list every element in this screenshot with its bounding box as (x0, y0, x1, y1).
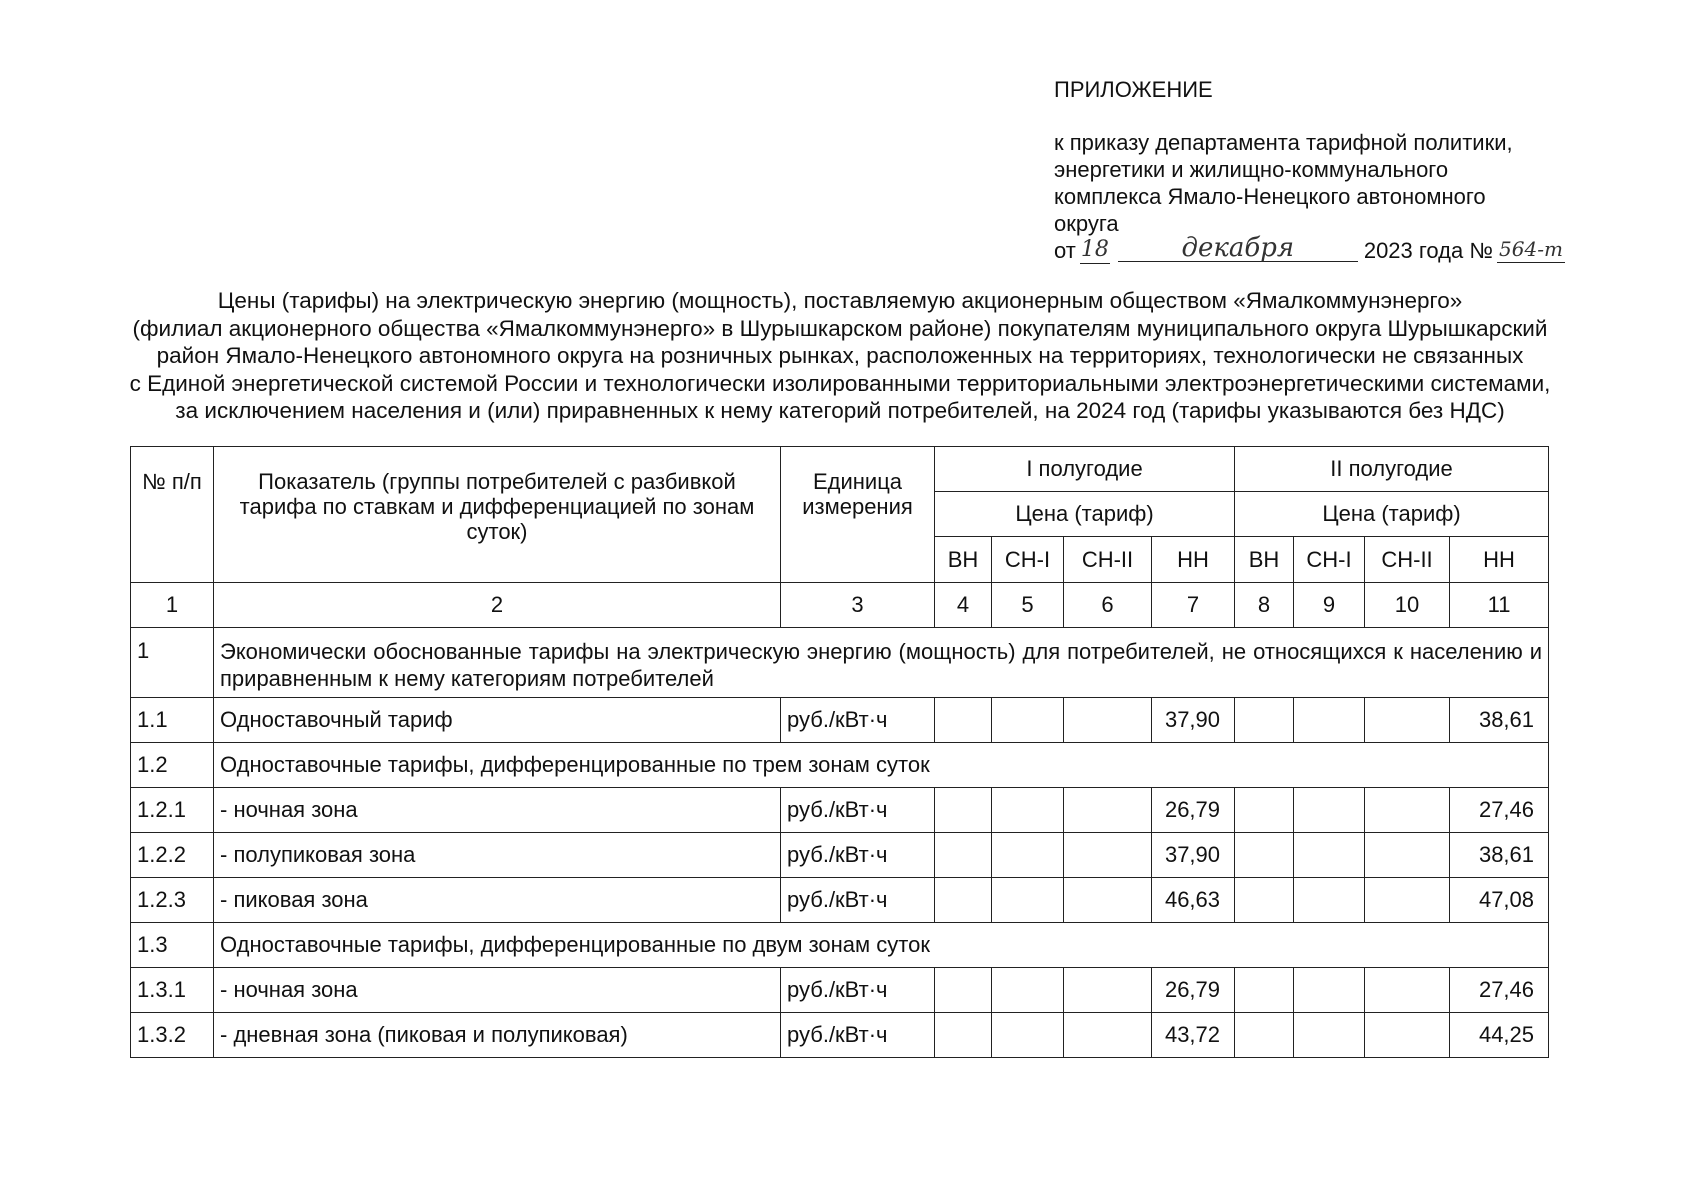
value-cell (1064, 788, 1152, 833)
header-level: СН-II (1064, 537, 1152, 583)
table-row (131, 968, 1549, 1013)
title-line: Цены (тарифы) на электрическую энергию (мощность), поставляемую акционерным обществом «Ямалкоммунэнерго» (217, 288, 1463, 313)
tariffs-table (130, 446, 1549, 1058)
column-number: 1 (131, 583, 214, 628)
value-cell: 38,61 (1450, 698, 1549, 743)
column-number: 7 (1152, 583, 1235, 628)
column-number: 3 (781, 583, 935, 628)
column-number-row (131, 583, 1549, 628)
value-cell (935, 878, 992, 923)
header-level: СН-II (1365, 537, 1450, 583)
value-cell (992, 833, 1064, 878)
appendix-line: энергетики и жилищно-коммунального (1054, 157, 1449, 182)
header-half1: I полугодие (935, 447, 1235, 492)
header-price-half1: Цена (тариф) (935, 492, 1235, 537)
column-number: 11 (1450, 583, 1549, 628)
value-cell: 43,72 (1152, 1013, 1235, 1058)
order-date-line (1054, 233, 1614, 266)
row-label: Одноставочные тарифы, дифференцированные по двум зонам суток (214, 923, 1549, 968)
appendix-line: комплекса Ямало-Ненецкого автономного (1054, 184, 1486, 209)
header-level: НН (1450, 537, 1549, 583)
value-cell: 47,08 (1450, 878, 1549, 923)
title-line: за исключением населения и (или) приравненных к нему категорий потребителей, на 2024 год (тарифы указываются без НДС) (175, 398, 1505, 423)
value-cell (992, 698, 1064, 743)
header-level: НН (1152, 537, 1235, 583)
row-unit: руб./кВт·ч (781, 698, 935, 743)
order-prefix: от (1054, 238, 1076, 263)
row-label: Экономически обоснованные тарифы на электрическую энергию (мощность) для потребителей, не относящихся к населению и приравненным к нему категориям потребителей (214, 628, 1549, 698)
value-cell: 26,79 (1152, 968, 1235, 1013)
value-cell (935, 968, 992, 1013)
order-month-handwritten: декабря (1118, 237, 1358, 262)
header-level: СН-I (1294, 537, 1365, 583)
column-number: 4 (935, 583, 992, 628)
row-label: - ночная зона (214, 968, 781, 1013)
value-cell: 46,63 (1152, 878, 1235, 923)
value-cell: 27,46 (1450, 788, 1549, 833)
header-price-half2: Цена (тариф) (1235, 492, 1549, 537)
value-cell (1235, 788, 1294, 833)
row-label: - ночная зона (214, 788, 781, 833)
document-title (20, 287, 1660, 425)
value-cell (1235, 833, 1294, 878)
table-row-section (131, 923, 1549, 968)
table-row-section (131, 743, 1549, 788)
title-line: (филиал акционерного общества «Ямалкоммунэнерго» в Шурышкарском районе) покупателям муниципального округа Шурышкарский (132, 315, 1548, 341)
value-cell (1365, 1013, 1450, 1058)
row-label: - дневная зона (пиковая и полупиковая) (214, 1013, 781, 1058)
value-cell (1064, 1013, 1152, 1058)
value-cell (1235, 878, 1294, 923)
row-label: - пиковая зона (214, 878, 781, 923)
value-cell (935, 788, 992, 833)
value-cell (1365, 833, 1450, 878)
column-number: 2 (214, 583, 781, 628)
column-number: 9 (1294, 583, 1365, 628)
value-cell (1235, 698, 1294, 743)
value-cell (1294, 788, 1365, 833)
value-cell (992, 1013, 1064, 1058)
appendix-heading: ПРИЛОЖЕНИЕ (1054, 77, 1213, 102)
value-cell: 44,25 (1450, 1013, 1549, 1058)
table-row (131, 833, 1549, 878)
table-row (131, 698, 1549, 743)
header-level: ВН (935, 537, 992, 583)
header-level: СН-I (992, 537, 1064, 583)
value-cell (992, 878, 1064, 923)
value-cell: 38,61 (1450, 833, 1549, 878)
order-number-handwritten: 564-т (1497, 238, 1565, 263)
value-cell: 26,79 (1152, 788, 1235, 833)
table-row-section (131, 628, 1549, 698)
title-line: район Ямало-Ненецкого автономного округа на розничных рынках, расположенных на территориях, технологически не связанных (156, 343, 1524, 368)
value-cell (1365, 788, 1450, 833)
row-id: 1.1 (131, 698, 214, 743)
value-cell (1235, 968, 1294, 1013)
row-label: Одноставочные тарифы, дифференцированные по трем зонам суток (214, 743, 1549, 788)
value-cell: 27,46 (1450, 968, 1549, 1013)
row-id: 1 (131, 628, 214, 698)
value-cell (1294, 1013, 1365, 1058)
order-year-text: 2023 года № (1363, 238, 1493, 263)
row-unit: руб./кВт·ч (781, 878, 935, 923)
appendix-line: округа (1054, 211, 1119, 236)
row-id: 1.2.1 (131, 788, 214, 833)
value-cell (992, 788, 1064, 833)
row-unit: руб./кВт·ч (781, 788, 935, 833)
column-number: 6 (1064, 583, 1152, 628)
value-cell (1294, 878, 1365, 923)
value-cell (1294, 698, 1365, 743)
value-cell (1365, 968, 1450, 1013)
value-cell: 37,90 (1152, 833, 1235, 878)
value-cell (935, 1013, 992, 1058)
appendix-block (1054, 76, 1614, 266)
row-unit: руб./кВт·ч (781, 1013, 935, 1058)
value-cell (1064, 698, 1152, 743)
value-cell (992, 968, 1064, 1013)
value-cell: 37,90 (1152, 698, 1235, 743)
table-row (131, 1013, 1549, 1058)
value-cell (1294, 968, 1365, 1013)
order-day-handwritten: 18 (1080, 237, 1109, 262)
value-cell (1294, 833, 1365, 878)
column-number: 5 (992, 583, 1064, 628)
row-id: 1.2.3 (131, 878, 214, 923)
title-line: с Единой энергетической системой России и технологически изолированными территориальными электроэнергетическими системами, (129, 370, 1551, 396)
header-half2: II полугодие (1235, 447, 1549, 492)
row-id: 1.2 (131, 743, 214, 788)
row-unit: руб./кВт·ч (781, 833, 935, 878)
row-label: - полупиковая зона (214, 833, 781, 878)
row-label: Одноставочный тариф (214, 698, 781, 743)
row-id: 1.3 (131, 923, 214, 968)
row-id: 1.3.1 (131, 968, 214, 1013)
header-level: ВН (1235, 537, 1294, 583)
value-cell (1064, 833, 1152, 878)
column-number: 8 (1235, 583, 1294, 628)
value-cell (1235, 1013, 1294, 1058)
row-id: 1.2.2 (131, 833, 214, 878)
column-number: 10 (1365, 583, 1450, 628)
value-cell (1064, 968, 1152, 1013)
table-row (131, 788, 1549, 833)
value-cell (935, 833, 992, 878)
row-unit: руб./кВт·ч (781, 968, 935, 1013)
header-indicator: Показатель (группы потребителей с разбивкой тарифа по ставкам и дифференциацией по зонам суток) (214, 447, 781, 583)
value-cell (1064, 878, 1152, 923)
row-id: 1.3.2 (131, 1013, 214, 1058)
value-cell (1365, 698, 1450, 743)
value-cell (935, 698, 992, 743)
value-cell (1365, 878, 1450, 923)
header-num: № п/п (131, 447, 214, 583)
header-unit: Единица измерения (781, 447, 935, 583)
table-row (131, 878, 1549, 923)
appendix-line: к приказу департамента тарифной политики, (1054, 130, 1513, 155)
